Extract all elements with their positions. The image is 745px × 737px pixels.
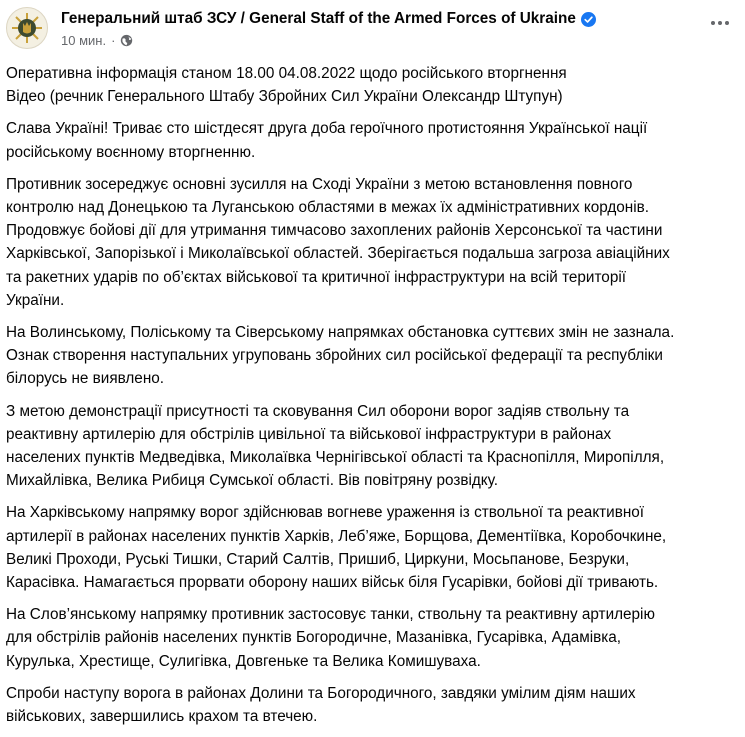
post-meta — [61, 31, 133, 49]
globe-icon[interactable] — [120, 34, 133, 47]
post-paragraph-0: Оперативна інформація станом 18.00 04.08.2022 щодо російського вторгнення Відео (речник Генерального Штабу Збройних Сил України Олександр Штупун) — [6, 65, 567, 106]
post-body — [6, 62, 741, 737]
more-options-icon — [711, 21, 715, 25]
post-paragraph-4: З метою демонстрації присутності та сковування Сил оборони ворог задіяв ствольну та реактивну артилерію для обстрілів цивільної та військової інфраструктури в районах населених пунктів Медведівка, Миколаївка Чернігівської області та Краснопілля, Миропілля, Михайлівка, Велика Рибиця Сумської області. Вів повітряну розвідку. — [6, 402, 665, 490]
post-paragraph-5: На Харківському напрямку ворог здійснював вогневе ураження із ствольної та реактивної артилерії в районах населених пунктів Харків, Леб’яже, Борщова, Дементіївка, Коробочкине, Великі Проходи, Руські Тишки, Старий Салтів, Пришиб, Циркуни, Мосьпанове, Безруки, Карасівка. Намагається прорвати оборону наших військ біля Гусарівки, бойові дії тривають. — [6, 504, 667, 592]
post-header — [0, 0, 745, 62]
author-name-link[interactable]: Генеральний штаб ЗСУ / General Staff of the Armed Forces of Ukraine — [61, 10, 576, 27]
more-options-button[interactable] — [703, 6, 737, 40]
post-timestamp-link[interactable]: 10 мин. — [61, 32, 107, 48]
page-avatar[interactable] — [6, 7, 48, 49]
post-paragraph-6: На Слов’янському напрямку противник застосовує танки, ствольну та реактивну артилерію для обстрілів районів населених пунктів Богородичне, Мазанівка, Гусарівка, Адамівка, Курулька, Хрестище, Сулигівка, Довгеньке та Велика Комишуваха. — [6, 606, 655, 670]
post-paragraph-7: Спроби наступу ворога в районах Долини та Богородичного, завдяки умілим діям наших військових, завершились крахом та втечею. — [6, 684, 636, 726]
general-staff-emblem-icon — [7, 8, 47, 48]
author-line — [61, 8, 596, 30]
meta-separator: · — [111, 32, 116, 48]
verified-badge-icon — [581, 12, 596, 27]
post-paragraph-1: Слава Україні! Триває сто шістдесят друга доба героїчного протистояння Української нації російському воєнному вторгненню. — [6, 120, 648, 161]
post-paragraph-2: Противник зосереджує основні зусилля на Сході України з метою встановлення повного контролю над Донецькою та Луганською областями в межах їх адміністративних кордонів. Продовжує бойові дії для утримання тимчасово захоплених районів Херсонської та частини Харківської, Запорізької і Миколаївської областей. Зберігається подальша загроза авіаційних та ракетних ударів по об’єктах військової та критичної інфраструктури на всій території України. — [6, 175, 670, 309]
post-paragraph-3: На Волинському, Поліському та Сіверському напрямках обстановка суттєвих змін не зазнала. Ознак створення наступальних угруповань збройних сил російської федерації та республіки білорусь не виявлено. — [6, 324, 675, 388]
